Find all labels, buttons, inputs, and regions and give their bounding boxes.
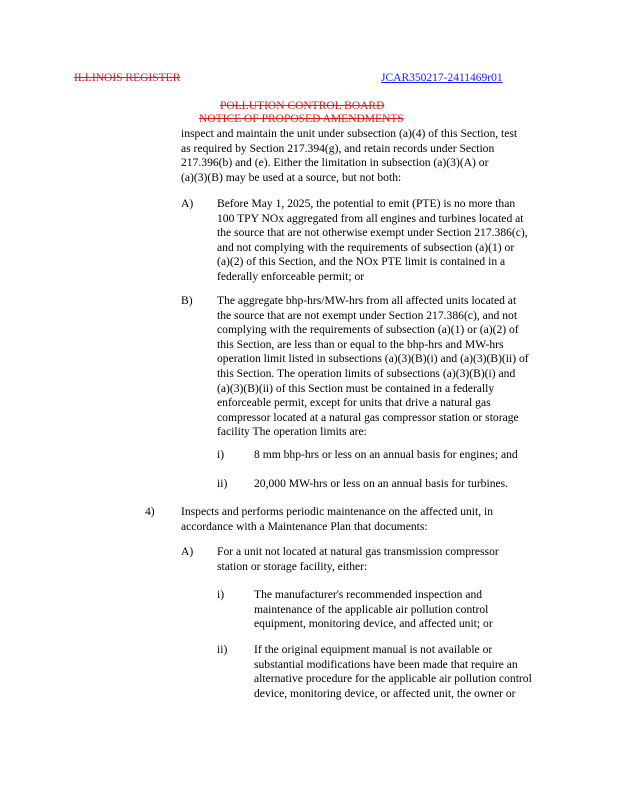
item-b-i-label: i) (217, 448, 225, 461)
text-line: federally enforceable permit; or (217, 269, 365, 283)
item-4a-ii-text (254, 643, 532, 701)
item-b-text (217, 294, 529, 440)
text-line: and not complying with the requirements of subsection (a)(1) or (217, 240, 515, 254)
text-line: The aggregate bhp-hrs/MW-hrs from all affected units located at (217, 294, 517, 307)
text-line: Before May 1, 2025, the potential to emit (PTE) is no more than (217, 197, 516, 210)
text-line: compressor located at a natural gas compressor station or storage (217, 410, 519, 424)
text-line: accordance with a Maintenance Plan that documents: (181, 519, 428, 533)
item-a-label: A) (181, 197, 194, 210)
intro-paragraph (181, 127, 517, 185)
item-4-text (181, 505, 493, 534)
text-line: For a unit not located at natural gas transmission compressor (217, 545, 499, 558)
text-line: (a)(3)(B) may be used at a source, but not both: (181, 170, 402, 184)
item-4a-label: A) (181, 545, 194, 558)
item-b-label: B) (181, 294, 193, 307)
text-line: the source that are not exempt under Section 217.386(c), and not (217, 308, 518, 322)
text-line: maintenance of the applicable air pollution control (254, 602, 489, 616)
item-a-text (217, 197, 528, 285)
text-line: alternative procedure for the applicable air pollution control (254, 672, 532, 686)
register-title: ILLINOIS REGISTER (74, 72, 181, 84)
text-line: operation limit listed in subsections (a)(3)(B)(i) and (a)(3)(B)(ii) of (217, 352, 529, 366)
text-line: inspect and maintain the unit under subsection (a)(4) of this Section, test (181, 127, 518, 140)
text-line: the source that are not otherwise exempt under Section 217.386(c), (217, 226, 528, 240)
text-line: The manufacturer's recommended inspection and (254, 588, 483, 601)
text-line: substantial modifications have been made that require an (254, 657, 518, 671)
item-4a-i-text (254, 588, 493, 632)
jcar-code: JCAR350217-2411469r01 (381, 72, 503, 84)
text-line: (a)(3)(B)(ii) of this Section must be contained in a federally (217, 381, 495, 395)
text-line: (a)(2) of this Section, and the NOx PTE limit is contained in a (217, 255, 506, 269)
text-line: this Section. The operation limits of subsections (a)(3)(B)(i) and (217, 366, 516, 380)
item-b-ii-text: 20,000 MW-hrs or less on an annual basis for turbines. (254, 477, 509, 490)
text-line: Inspects and performs periodic maintenance on the affected unit, in (181, 505, 494, 518)
text-line: facility The operation limits are: (217, 425, 367, 439)
text-line: enforceable permit, except for units that drive a natural gas (217, 396, 491, 410)
item-4a-ii-label: ii) (217, 643, 228, 656)
text-line: If the original equipment manual is not available or (254, 643, 493, 656)
text-line: 100 TPY NOx aggregated from all engines and turbines located at (217, 211, 524, 225)
text-line: 217.396(b) and (e). Either the limitation in subsection (a)(3)(A) or (181, 156, 489, 170)
text-line: this Section, are less than or equal to the bhp-hrs and MW-hrs (217, 337, 504, 351)
item-4a-text (217, 545, 499, 574)
item-4-label: 4) (145, 505, 155, 518)
text-line: as required by Section 217.394(g), and retain records under Section (181, 141, 495, 155)
item-b-i-text: 8 mm bhp-hrs or less on an annual basis for engines; and (254, 448, 518, 461)
notice-title: NOTICE OF PROPOSED AMENDMENTS (199, 113, 404, 125)
agency-title: POLLUTION CONTROL BOARD (220, 100, 385, 112)
item-4a-i-label: i) (217, 588, 225, 601)
text-line: complying with the requirements of subsection (a)(1) or (a)(2) of (217, 323, 519, 337)
text-line: equipment, monitoring device, and affected unit; or (254, 617, 493, 631)
text-line: station or storage facility, either: (217, 559, 368, 573)
text-line: device, monitoring device, or affected unit, the owner or (254, 686, 516, 700)
item-b-ii-label: ii) (217, 477, 228, 490)
